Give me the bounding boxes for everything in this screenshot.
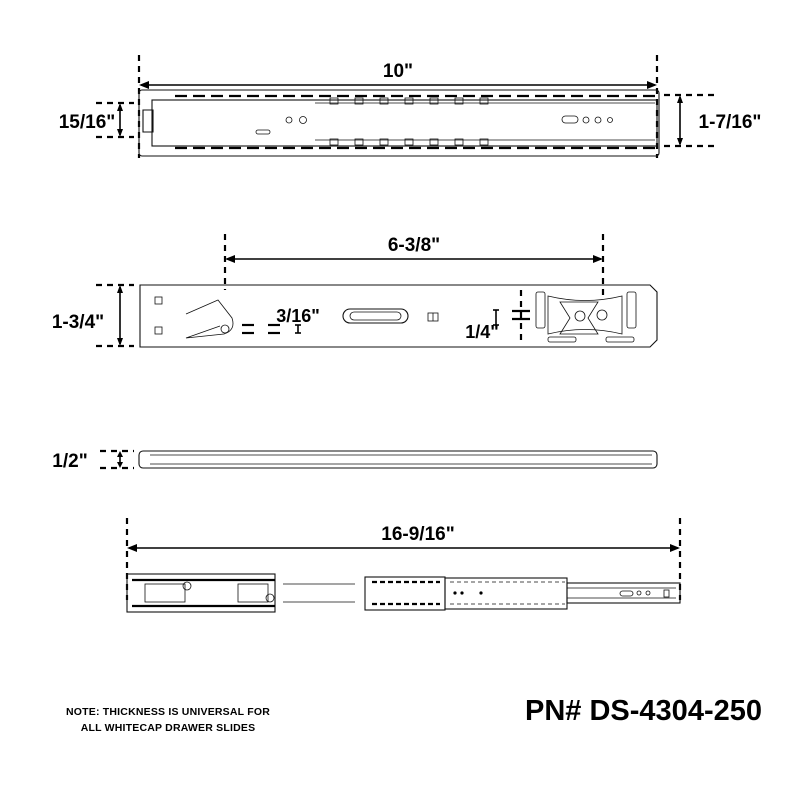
slide-edge-profile [139, 451, 657, 468]
mounting-hole [595, 117, 601, 123]
elongated-slot [343, 309, 408, 323]
bracket-slot [606, 337, 634, 342]
slide-slot [256, 130, 270, 134]
arrowhead-icon [225, 255, 235, 263]
elongated-slot-inner [350, 312, 401, 320]
bracket-slot [627, 292, 636, 328]
arrowhead-icon [677, 95, 683, 103]
bracket-slot [548, 337, 576, 342]
arrowhead-icon [117, 285, 123, 293]
thickness-view [52, 451, 657, 472]
right-height-label: 1-7/16" [698, 112, 762, 133]
thickness-label: 1/2" [52, 451, 88, 472]
rivet-icon [453, 591, 456, 594]
arrowhead-icon [117, 103, 123, 111]
mounting-hole [637, 591, 641, 595]
note-line-1: NOTE: THICKNESS IS UNIVERSAL FOR [66, 706, 270, 718]
mounting-hole [266, 594, 274, 602]
note-line-2: ALL WHITECAP DRAWER SLIDES [80, 722, 256, 734]
extended-view [127, 518, 680, 612]
square-hole [664, 590, 669, 597]
spring-clip [186, 300, 233, 338]
arrowhead-icon [139, 81, 149, 89]
side-height-label: 1-3/4" [51, 312, 105, 333]
arrowhead-icon [647, 81, 657, 89]
arrowhead-icon [117, 129, 123, 137]
note-block [66, 706, 270, 734]
mounting-hole [221, 325, 229, 333]
rivet-icon [479, 591, 482, 594]
mounting-hole [183, 582, 191, 590]
square-hole [155, 297, 162, 304]
extended-inner-member [567, 583, 680, 603]
arrowhead-icon [677, 138, 683, 146]
slot-label-b: 1/4" [465, 322, 499, 342]
mounting-hole [608, 118, 613, 123]
square-hole [155, 327, 162, 334]
slot-label-a: 3/16" [276, 306, 320, 326]
arrowhead-icon [127, 544, 137, 552]
arrowhead-icon [670, 544, 680, 552]
mounting-hole [575, 311, 585, 321]
bracket-cutout [560, 302, 598, 334]
top-view [59, 55, 762, 158]
mounting-hole [300, 117, 307, 124]
top-length-label: 10" [382, 61, 414, 82]
member-window [238, 584, 268, 602]
arrowhead-icon [593, 255, 603, 263]
slide-slot [620, 591, 633, 596]
slide-slot [562, 116, 578, 123]
extended-rail-lines [283, 584, 355, 602]
hole-span-label: 6-3/8" [387, 235, 441, 256]
extended-length-label: 16-9/16" [381, 524, 455, 545]
slide-member-outline [140, 285, 657, 347]
mounting-hole [646, 591, 650, 595]
slide-inner-rail [152, 100, 657, 146]
side-view [52, 234, 657, 347]
arrowhead-icon [117, 338, 123, 346]
left-height-label: 15/16" [58, 112, 116, 133]
mounting-hole [583, 117, 589, 123]
mounting-hole [597, 310, 607, 320]
bracket-slot [536, 292, 545, 328]
rivet-icon [460, 591, 463, 594]
mounting-hole [286, 117, 292, 123]
member-window [145, 584, 185, 602]
part-number: PN# DS-4304-250 [525, 695, 762, 727]
